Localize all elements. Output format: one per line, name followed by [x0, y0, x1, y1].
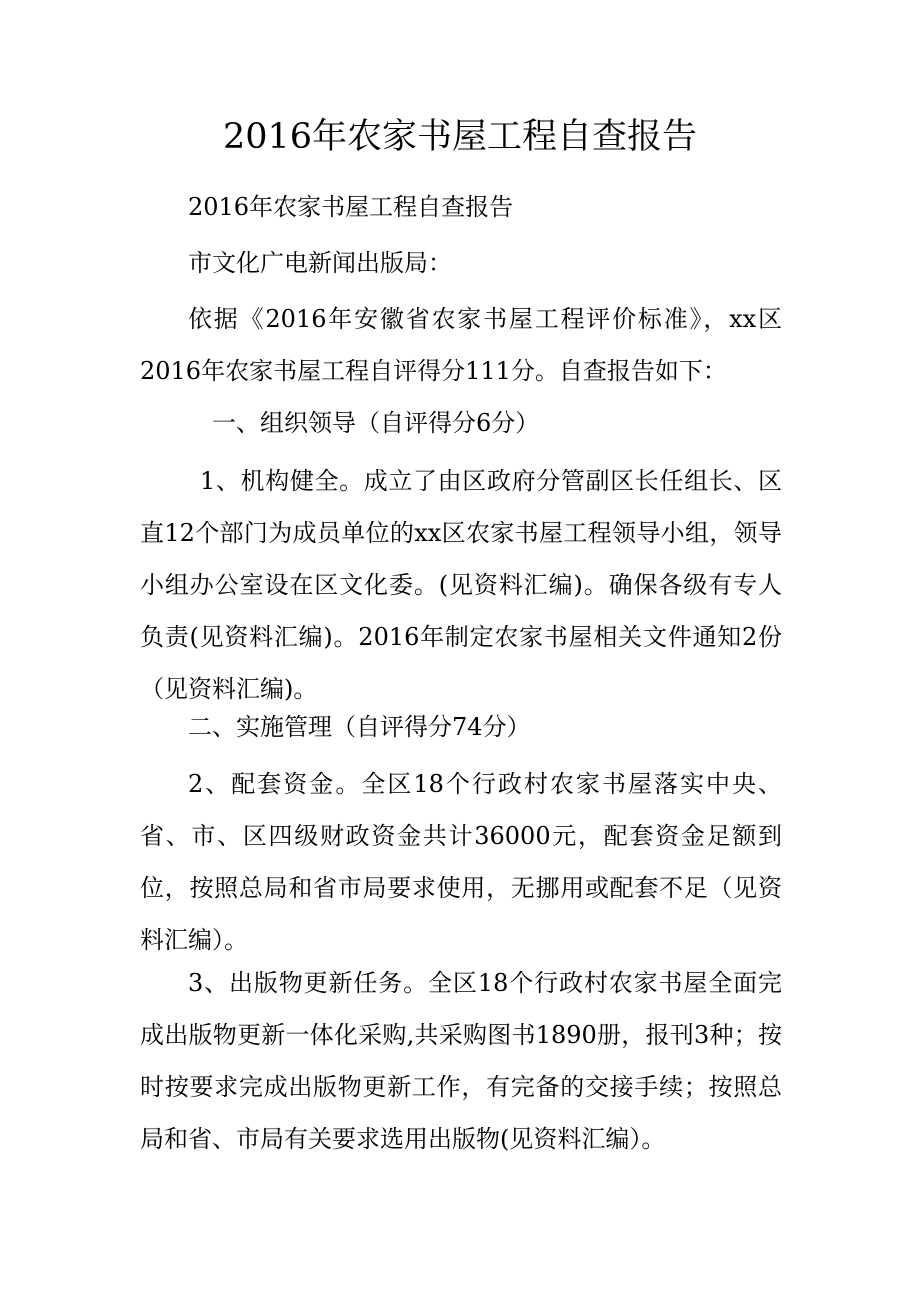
intro-paragraph: 依据《2016年安徽省农家书屋工程评价标准》，xx区2016年农家书屋工程自评得分111分。自查报告如下： [140, 305, 782, 385]
document-title: 2016年农家书屋工程自查报告 [222, 117, 698, 157]
item-paragraph-2: 2、配套资金。全区18个行政村农家书屋落实中央、省、市、区四级财政资金共计36000元，配套资金足额到位，按照总局和省市局要求使用，无挪用或配套不足（见资料汇编）。 [140, 770, 782, 954]
section-heading-organization: 一、组织领导（自评得分6分） [212, 409, 540, 437]
item-paragraph-1: 1、机构健全。成立了由区政府分管副区长任组长、区直12个部门为成员单位的xx区农家书屋工程领导小组，领导小组办公室设在区文化委。(见资料汇编)。确保各级有专人负责(见资料汇编)。2016年制定农家书屋相关文件通知2份（见资料汇编)。 [140, 467, 782, 703]
addressee-line: 市文化广电新闻出版局： [188, 249, 452, 277]
section-heading-implementation: 二、实施管理（自评得分74分） [188, 713, 531, 741]
item-paragraph-3: 3、出版物更新任务。全区18个行政村农家书屋全面完成出版物更新一体化采购,共采购图书1890册，报刊3种；按时按要求完成出版物更新工作，有完备的交接手续；按照总局和省、市局有关要求选用出版物(见资料汇编）。 [140, 969, 782, 1153]
document-subtitle: 2016年农家书屋工程自查报告 [188, 193, 514, 221]
